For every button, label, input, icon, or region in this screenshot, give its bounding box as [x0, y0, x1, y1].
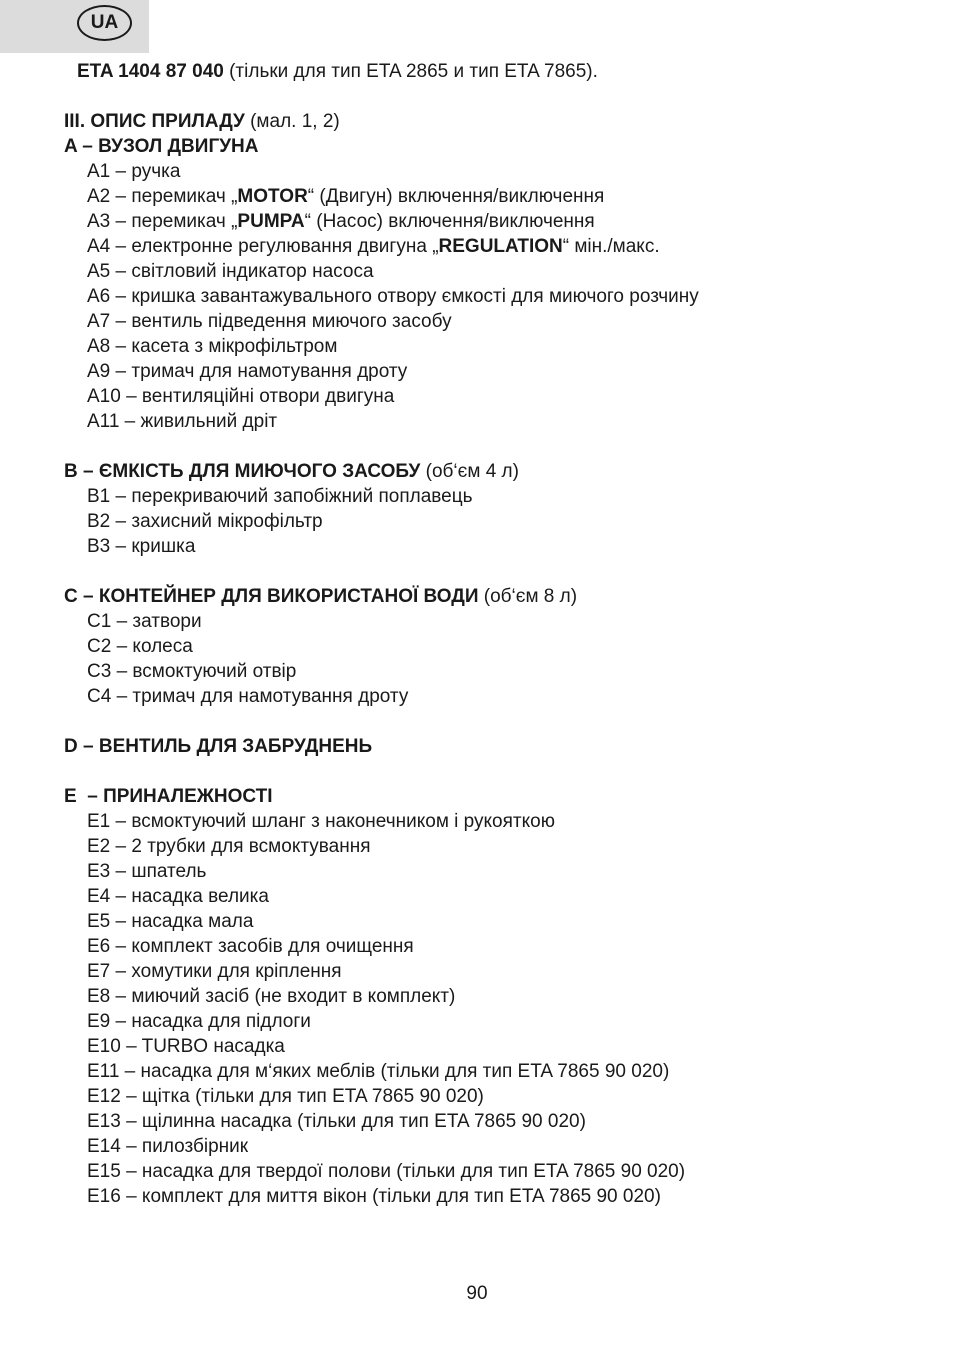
language-badge: UA [77, 5, 132, 41]
list-item: E9 – насадка для підлоги [87, 1011, 311, 1032]
list-item: E10 – TURBO насадка [87, 1036, 285, 1057]
list-item: A9 – тримач для намотування дроту [87, 361, 408, 382]
list-item: E14 – пилозбірник [87, 1136, 249, 1157]
list-item: E2 – 2 трубки для всмоктування [87, 836, 371, 857]
list-item: A10 – вентиляційні отвори двигуна [87, 386, 395, 407]
list-item: E12 – щітка (тільки для тип ETA 7865 90 020) [87, 1086, 484, 1107]
list-item: E3 – шпатель [87, 861, 207, 882]
section-b-heading: B – ЄМКІСТЬ ДЛЯ МИЮЧОГО ЗАСОБУ (об‘єм 4 л) [64, 461, 519, 482]
list-item: A1 – ручка [87, 161, 181, 182]
list-item: E7 – хомутики для кріплення [87, 961, 342, 982]
list-item: B2 – захисний мікрофільтр [87, 511, 323, 532]
list-item: C3 – всмоктуючий отвір [87, 661, 297, 682]
accessory-note-text: (тільки для тип ETA 2865 и тип ETA 7865). [223, 61, 598, 82]
list-item: A3 – перемикач „PUMPA“ (Насос) включення/виключення [87, 211, 595, 232]
accessory-note [77, 61, 598, 83]
list-item: E1 – всмоктуючий шланг з наконечником і рукояткою [87, 811, 555, 832]
list-item: C4 – тримач для намотування дроту [87, 686, 409, 707]
list-item: A4 – електронне регулювання двигуна „REGULATION“ мін./макс. [87, 236, 660, 257]
list-item: E16 – комплект для миття вікон (тільки для тип ETA 7865 90 020) [87, 1186, 661, 1207]
list-item: C2 – колеса [87, 636, 193, 657]
section-title: III. ОПИС ПРИЛАДУ (мал. 1, 2) [64, 111, 340, 132]
list-item: E11 – насадка для м‘яких меблів (тільки для тип ETA 7865 90 020) [87, 1061, 670, 1082]
list-item: C1 – затвори [87, 611, 202, 632]
list-item: A8 – касета з мікрофільтром [87, 336, 338, 357]
list-item: E4 – насадка велика [87, 886, 269, 907]
list-item: A7 – вентиль підведення миючого засобу [87, 311, 452, 332]
list-item: E6 – комплект засобів для очищення [87, 936, 414, 957]
list-item: E13 – щілинна насадка (тільки для тип ETA 7865 90 020) [87, 1111, 586, 1132]
list-item: A6 – кришка завантажувального отвору ємкості для миючого розчину [87, 286, 699, 307]
list-item: E15 – насадка для твердої полови (тільки для тип ETA 7865 90 020) [87, 1161, 686, 1182]
list-item: A2 – перемикач „MOTOR“ (Двигун) включення/виключення [87, 186, 605, 207]
page-number: 90 [466, 1283, 488, 1304]
language-tab [0, 0, 149, 53]
list-item: E5 – насадка мала [87, 911, 254, 932]
section-a-heading: A – ВУЗОЛ ДВИГУНА [64, 136, 259, 157]
accessory-code: ETA 1404 87 040 [77, 61, 224, 82]
section-d-heading: D – ВЕНТИЛЬ ДЛЯ ЗАБРУДНЕНЬ [64, 736, 373, 757]
section-e-heading: E – ПРИНАЛЕЖНОСТІ [64, 786, 273, 807]
list-item: E8 – миючий засіб (не входит в комплект) [87, 986, 456, 1007]
list-item: B3 – кришка [87, 536, 196, 557]
list-item: A5 – світловий індикатор насоса [87, 261, 374, 282]
list-item: A11 – живильний дріт [87, 411, 278, 432]
list-item: B1 – перекриваючий запобіжний поплавець [87, 486, 473, 507]
section-c-heading: C – КОНТЕЙНЕР ДЛЯ ВИКОРИСТАНОЇ ВОДИ (об‘єм 8 л) [64, 586, 578, 607]
